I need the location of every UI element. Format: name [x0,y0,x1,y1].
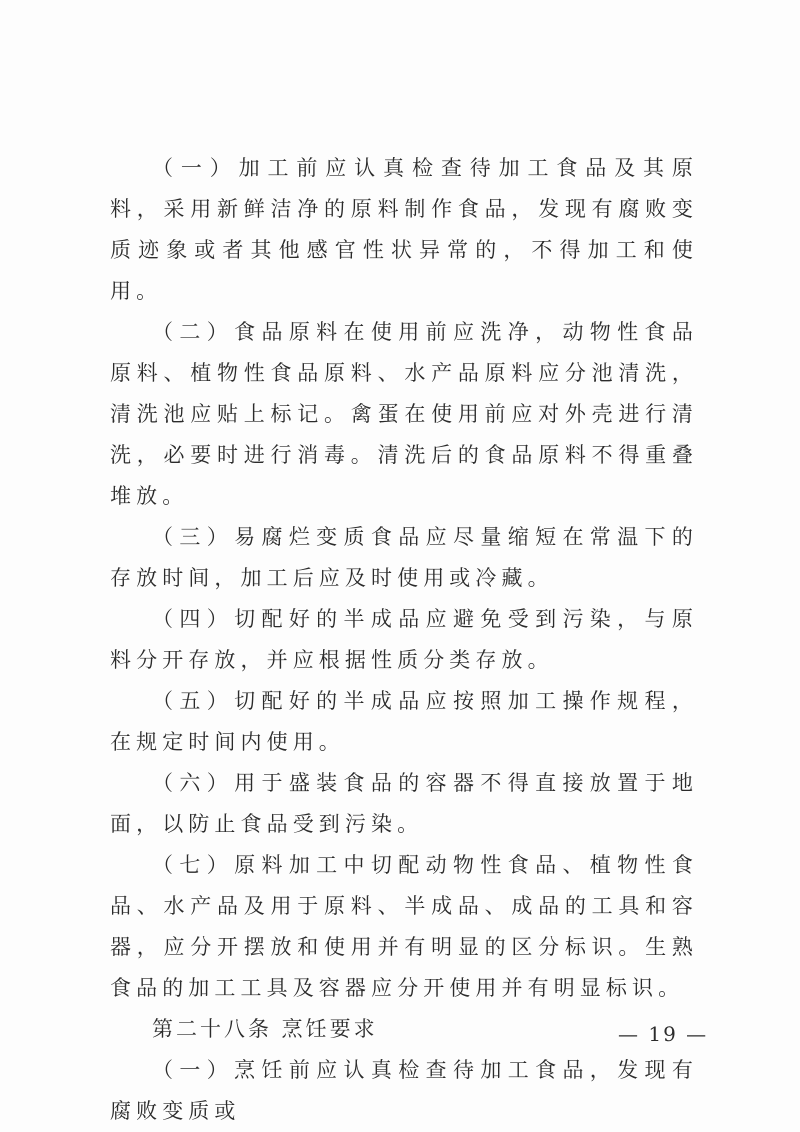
body-text [110,148,698,1132]
paragraph-7: （七）原料加工中切配动物性食品、植物性食品、水产品及用于原料、半成品、成品的工具和容器，应分开摆放和使用并有明显的区分标识。生熟食品的加工工具及容器应分开使用并有明显标识。 [110,853,698,1000]
paragraph-8: （一）烹饪前应认真检查待加工食品，发现有腐败变质或 [110,1058,698,1123]
page-number: — 19 — [618,1022,709,1046]
paragraph-5: （五）切配好的半成品应按照加工操作规程，在规定时间内使用。 [110,689,698,754]
paragraph-3: （三）易腐烂变质食品应尽量缩短在常温下的存放时间，加工后应及时使用或冷藏。 [110,525,698,590]
paragraph-2: （二）食品原料在使用前应洗净，动物性食品原料、植物性食品原料、水产品原料应分池清洗，清洗池应贴上标记。禽蛋在使用前应对外壳进行清洗，必要时进行消毒。清洗后的食品原料不得重叠堆放。 [110,320,698,508]
paragraph-6: （六）用于盛装食品的容器不得直接放置于地面，以防止食品受到污染。 [110,771,698,836]
article-heading: 第二十八条 烹饪要求 [152,1017,378,1041]
paragraph-4: （四）切配好的半成品应避免受到污染，与原料分开存放，并应根据性质分类存放。 [110,607,698,672]
paragraph-1: （一）加工前应认真检查待加工食品及其原料，采用新鲜洁净的原料制作食品，发现有腐败变质迹象或者其他感官性状异常的，不得加工和使用。 [110,156,698,303]
